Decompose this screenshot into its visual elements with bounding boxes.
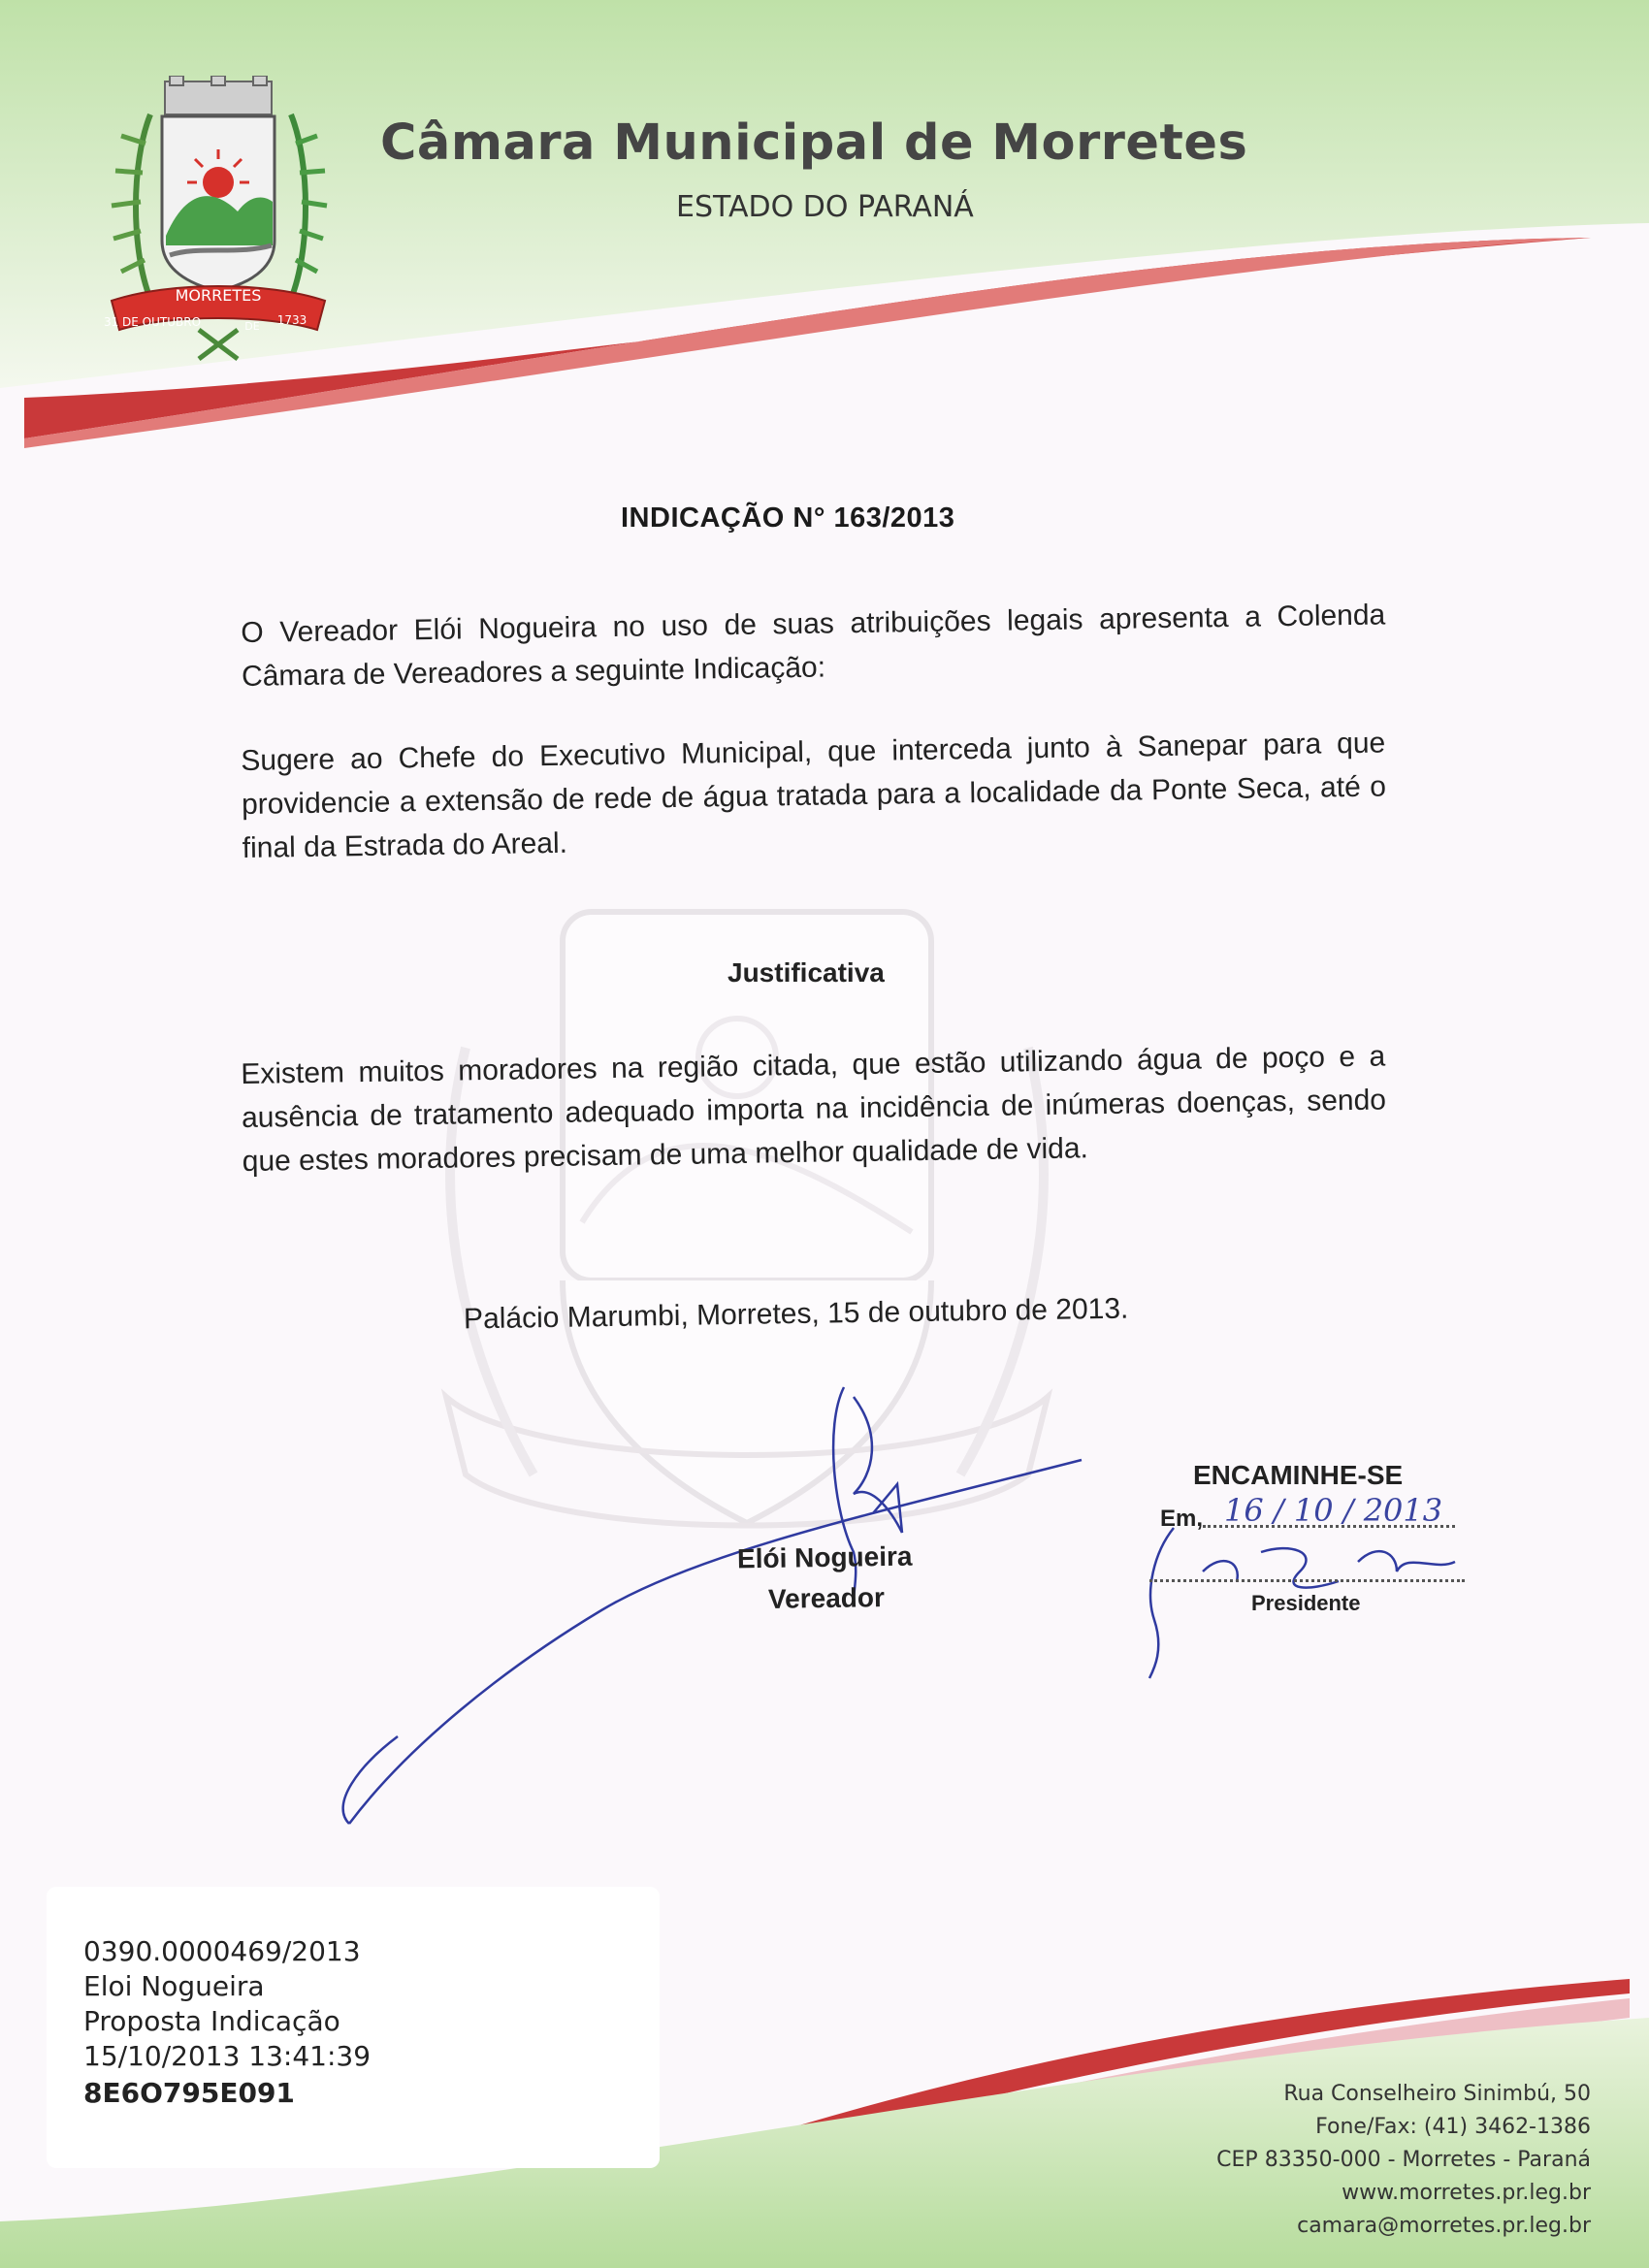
request-paragraph: Sugere ao Chefe do Executivo Municipal, que interceda junto à Sanepar para que providencie a extensão de rede de água tratada para a localidade da Ponte Seca, até o final da Estrada do Areal. xyxy=(241,727,1387,864)
signer-role: Vereador xyxy=(767,1582,886,1614)
document-title: INDICAÇÃO N° 163/2013 xyxy=(621,502,955,534)
crest-ribbon-text: MORRETES xyxy=(175,286,262,305)
intro-paragraph: O Vereador Elói Nogueira no uso de suas atribuições legais apresenta a Colenda Câmara de Vereadores a seguinte Indicação: xyxy=(241,599,1386,693)
footer-contact xyxy=(1216,2078,1591,2243)
forwarding-date-label: Em, xyxy=(1160,1506,1204,1532)
protocol-number: 0390.0000469/2013 xyxy=(83,1935,361,1967)
protocol-author: Eloi Nogueira xyxy=(83,1970,265,2002)
protocol-code: 8E6O795E091 xyxy=(83,2077,295,2109)
justification-paragraph: Existem muitos moradores na região citada, que estão utilizando água de poço e a ausência de tratamento adequado importa na incidência de inúmeras doenças, sendo que estes moradores precisam de uma melhor qualidade de vida. xyxy=(241,1040,1387,1178)
coat-of-arms-icon xyxy=(92,76,344,367)
protocol-timestamp: 15/10/2013 13:41:39 xyxy=(83,2040,372,2072)
justification-title: Justificativa xyxy=(728,957,885,988)
footer-cep: CEP 83350-000 - Morretes - Paraná xyxy=(1216,2148,1591,2172)
footer-website: www.morretes.pr.leg.br xyxy=(1342,2181,1591,2205)
institution-state: ESTADO DO PARANÁ xyxy=(676,190,974,224)
forwarding-title: ENCAMINHE-SE xyxy=(1193,1460,1404,1490)
protocol-label xyxy=(47,1887,660,2168)
footer-address: Rua Conselheiro Sinimbú, 50 xyxy=(1283,2082,1591,2106)
institution-name: Câmara Municipal de Morretes xyxy=(380,114,1248,172)
footer-phone: Fone/Fax: (41) 3462-1386 xyxy=(1315,2115,1591,2139)
signer-name: Elói Nogueira xyxy=(736,1540,913,1574)
footer-email: camara@morretes.pr.leg.br xyxy=(1297,2214,1591,2238)
signature-dotted-line xyxy=(1149,1579,1465,1582)
crest-ribbon-date-left: 31 DE OUTUBRO xyxy=(103,315,202,329)
forwarding-date-value: 16 / 10 / 2013 xyxy=(1224,1492,1443,1529)
protocol-type: Proposta Indicação xyxy=(83,2005,340,2037)
crest-ribbon-date-mid: DE xyxy=(244,320,260,333)
crest-ribbon-date-right: 1733 xyxy=(276,313,307,327)
place-date: Palácio Marumbi, Morretes, 15 de outubro de 2013. xyxy=(463,1292,1129,1336)
forwarding-role: Presidente xyxy=(1251,1591,1361,1615)
